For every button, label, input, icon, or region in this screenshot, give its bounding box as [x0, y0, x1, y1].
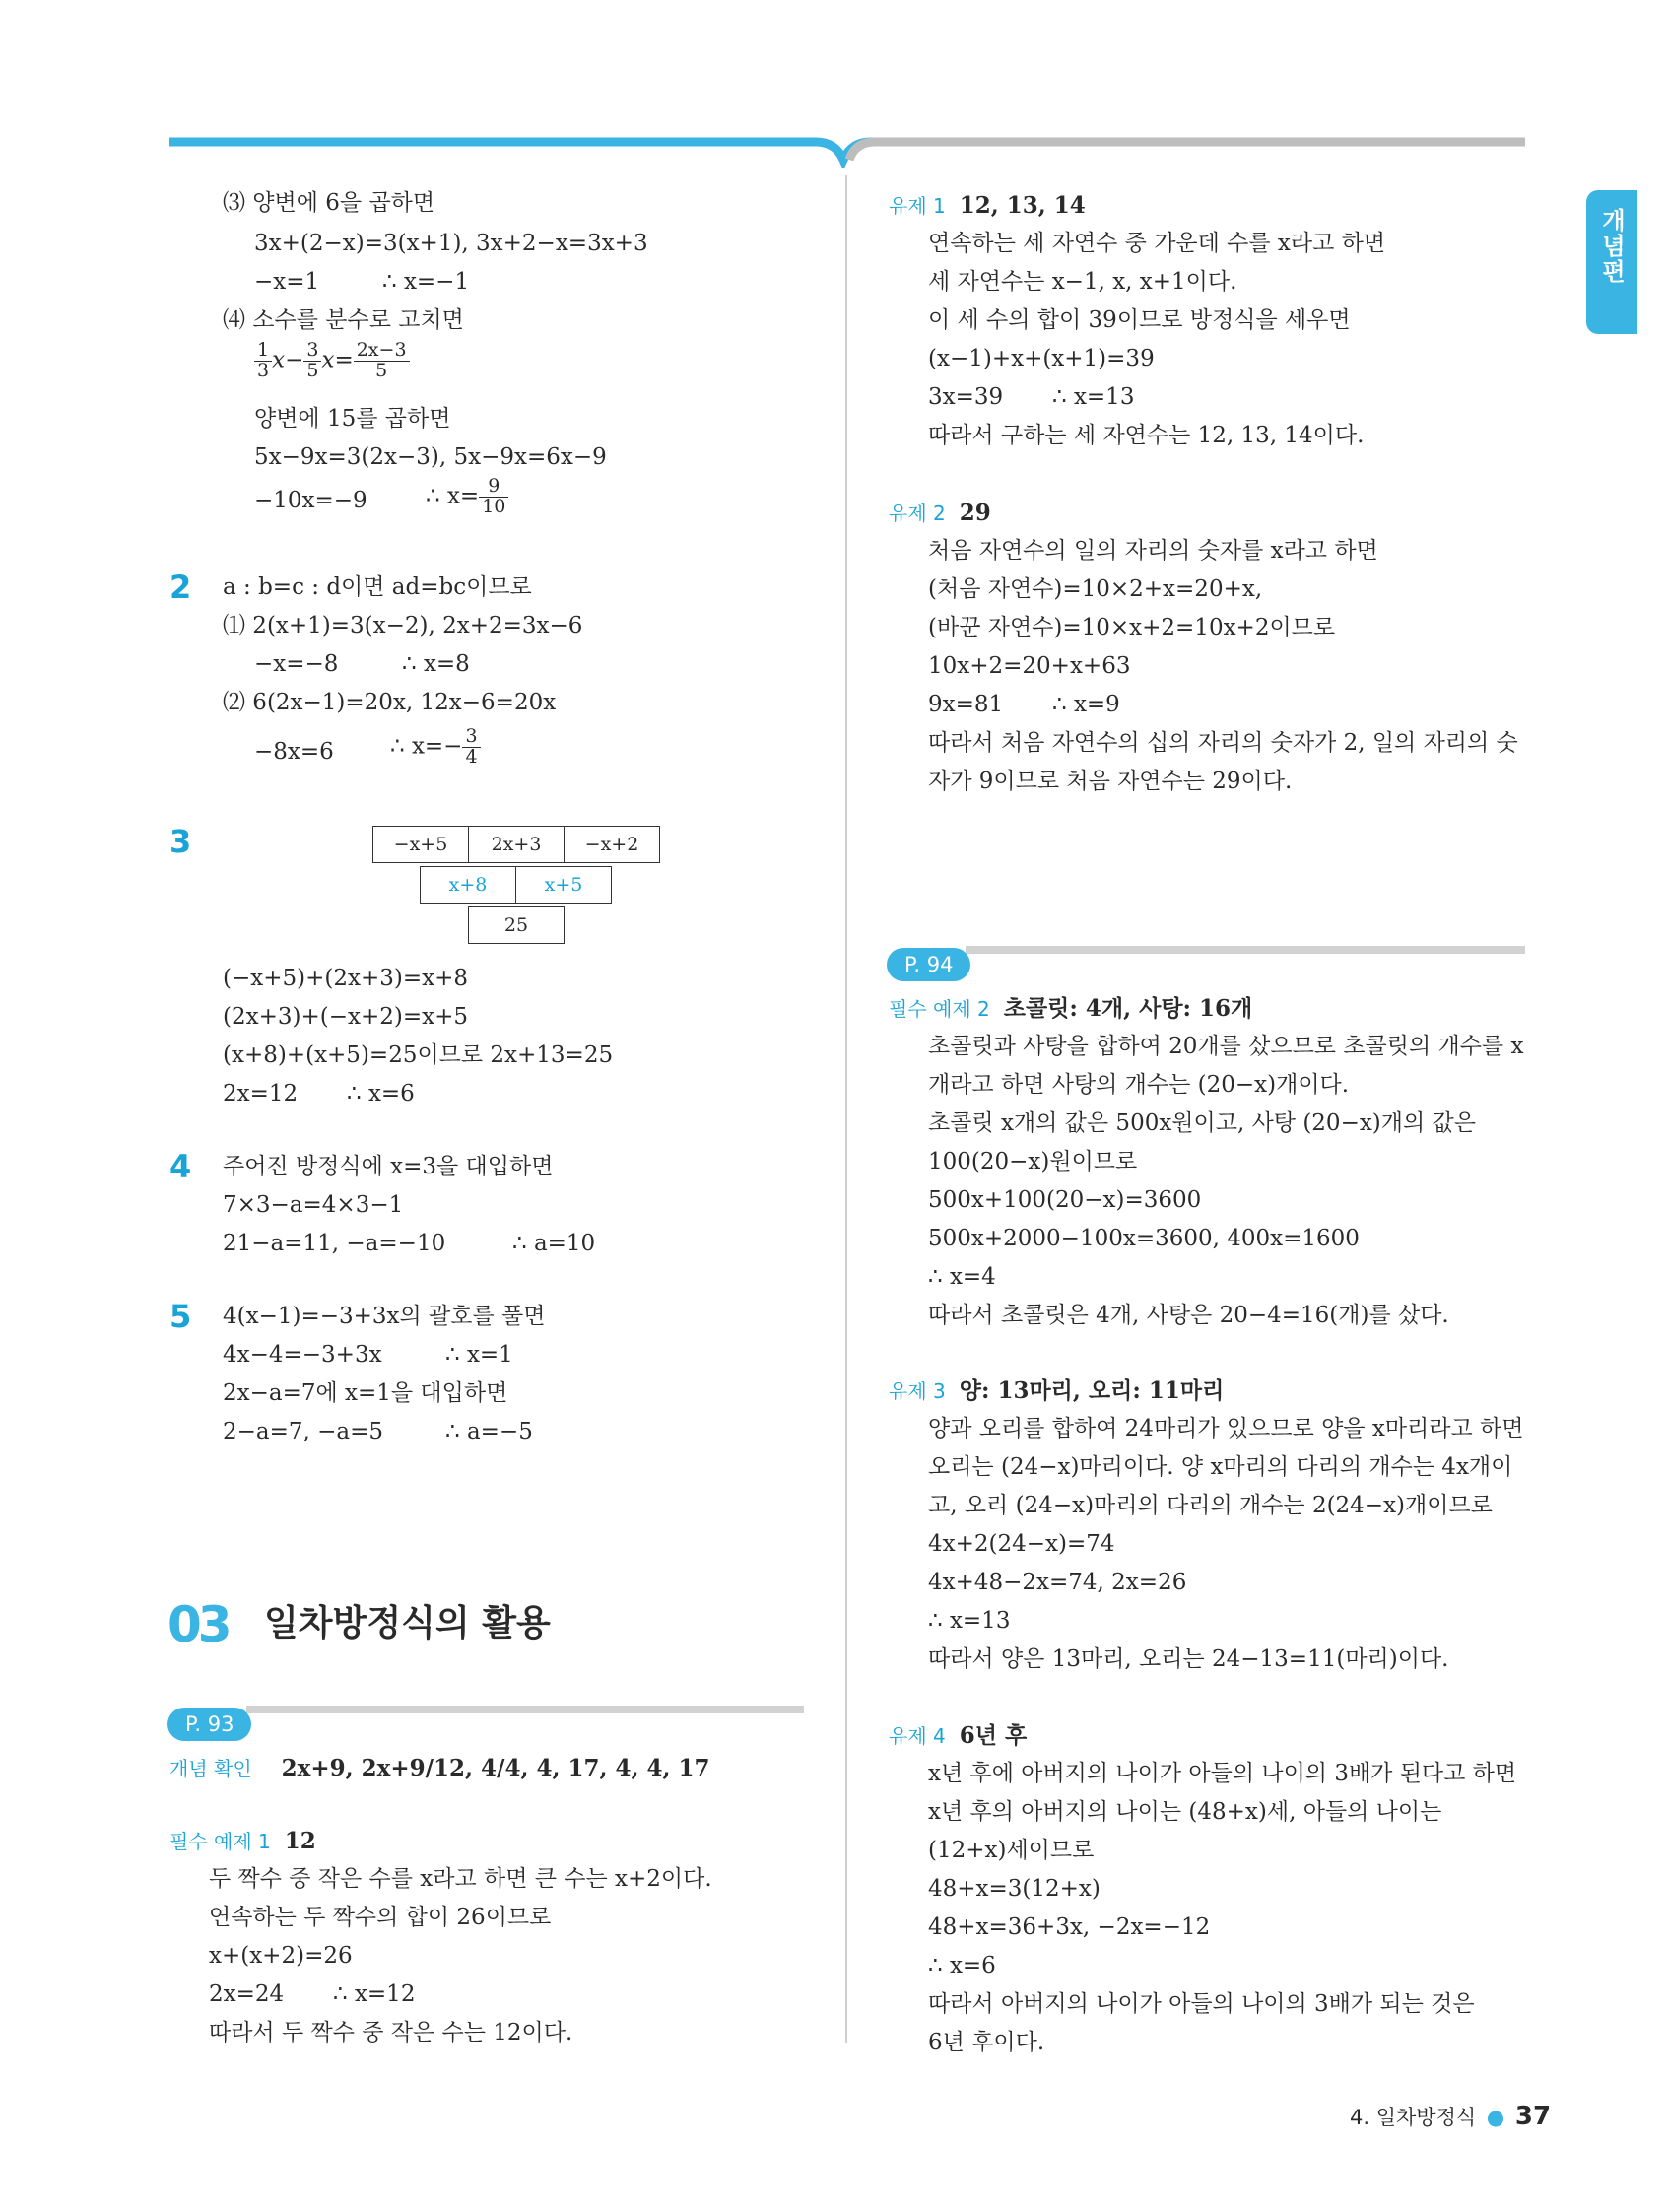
y3-line7: 따라서 양은 13마리, 오리는 24−13=11(마리)이다.: [928, 1646, 1449, 1672]
example2-line2: 개라고 하면 사탕의 개수는 (20−x)개이다.: [928, 1072, 1350, 1098]
side-tab: [1586, 190, 1637, 334]
q2-line2a: −x=−8: [254, 651, 339, 677]
therefore-text: ∴ x=: [426, 483, 480, 509]
frac-num: 1: [254, 341, 272, 362]
p4-fraction-eq: $\frac{1}{3}$ x− $\frac{3}{5}$ x= $\frac{2x-3}{5}$: [254, 341, 410, 381]
example2-line8: 따라서 초콜릿은 4개, 사탕은 20−4=16(개)를 샀다.: [928, 1303, 1449, 1328]
frac-den: 3: [257, 359, 270, 381]
y1-line5a: 3x=39: [928, 384, 1004, 410]
q5-number: 5: [169, 1298, 192, 1335]
y4-line4: 48+x=3(12+x): [928, 1876, 1101, 1902]
example2-line6: 500x+2000−100x=3600, 400x=1600: [928, 1226, 1360, 1251]
q2-line4a: −8x=6: [254, 739, 334, 765]
p4-line2: 양변에 15를 곱하면: [254, 406, 451, 432]
q5-line4a: 2−a=7, −a=5: [223, 1419, 384, 1444]
y1-header: [889, 194, 1086, 218]
y3-line5: 4x+48−2x=74, 2x=26: [928, 1570, 1187, 1595]
y4-line5: 48+x=36+3x, −2x=−12: [928, 1914, 1211, 1940]
y3-line2: 오리는 (24−x)마리이다. 양 x마리의 다리의 개수는 4x개이: [928, 1454, 1513, 1480]
y4-label: 유제 4: [889, 1724, 946, 1748]
pyramid-cell: −x+2: [564, 826, 660, 863]
example2-line5: 500x+100(20−x)=3600: [928, 1187, 1202, 1213]
q4-line1: 주어진 방정식에 x=3을 대입하면: [223, 1154, 554, 1179]
example2-line1: 초콜릿과 사탕을 합하여 20개를 샀으므로 초콜릿의 개수를 x: [928, 1034, 1524, 1059]
q3-line1: (−x+5)+(2x+3)=x+8: [223, 966, 468, 991]
y4-line1: x년 후에 아버지의 나이가 아들의 나이의 3배가 된다고 하면: [928, 1761, 1517, 1786]
y2-label: 유제 2: [889, 502, 946, 525]
q2-number: 2: [169, 569, 192, 606]
q2-line3: ⑵ 6(2x−1)=20x, 12x−6=20x: [223, 690, 557, 715]
y2-answer: 29: [959, 500, 991, 526]
q3-line4b: ∴ x=6: [347, 1081, 415, 1106]
example2-header: [889, 997, 1252, 1021]
y2-line5a: 9x=81: [928, 692, 1004, 717]
y4-line6: ∴ x=6: [928, 1953, 996, 1978]
q5-line2a: 4x−4=−3+3x: [223, 1342, 382, 1368]
q5-line3: 2x−a=7에 x=1을 대입하면: [223, 1380, 508, 1406]
example1-line1: 두 짝수 중 작은 수를 x라고 하면 큰 수는 x+2이다.: [209, 1866, 712, 1892]
q2-line0: a : b=c : d이면 ad=bc이므로: [223, 574, 532, 600]
q4-number: 4: [169, 1148, 192, 1185]
p93-rule: [246, 1706, 804, 1713]
y4-header: [889, 1724, 1027, 1748]
y3-label: 유제 3: [889, 1379, 946, 1403]
y2-header: [889, 502, 991, 525]
pyramid-cell: 25: [468, 906, 565, 944]
p4-header: ⑷ 소수를 분수로 고치면: [223, 307, 464, 333]
example2-line7: ∴ x=4: [928, 1264, 996, 1290]
header-bar: [0, 0, 1668, 168]
p94-badge: P. 94: [887, 948, 970, 981]
example2-label: 필수 예제 2: [889, 997, 990, 1021]
q5-line1: 4(x−1)=−3+3x의 괄호를 풀면: [223, 1304, 546, 1329]
y4-line2: x년 후의 아버지의 나이는 (48+x)세, 아들의 나이는: [928, 1799, 1442, 1825]
y2-line3: (바꾼 자연수)=10×x+2=10x+2이므로: [928, 615, 1336, 640]
section-title: 일차방정식의 활용: [264, 1603, 551, 1643]
y4-line3: (12+x)세이므로: [928, 1838, 1095, 1863]
y3-line3: 고, 오리 (24−x)마리의 다리의 개수는 2(24−x)개이므로: [928, 1493, 1493, 1518]
q5-line4b: ∴ a=−5: [445, 1419, 533, 1444]
p3-line1: 3x+(2−x)=3(x+1), 3x+2−x=3x+3: [254, 231, 648, 256]
y3-line6: ∴ x=13: [928, 1608, 1011, 1634]
example1-line2: 연속하는 두 짝수의 합이 26이므로: [209, 1905, 552, 1930]
q2-line4b: [390, 727, 481, 768]
q3-line4a: 2x=12: [223, 1081, 299, 1106]
q5-line2b: ∴ x=1: [445, 1342, 513, 1368]
example1-line3: x+(x+2)=26: [209, 1943, 353, 1969]
example1-answer: 12: [284, 1828, 316, 1854]
example1-header: [169, 1830, 316, 1853]
frac-den: 5: [375, 359, 388, 381]
q3-line2: (2x+3)+(−x+2)=x+5: [223, 1004, 468, 1030]
q4-line3a: 21−a=11, −a=−10: [223, 1231, 446, 1256]
y3-line4: 4x+2(24−x)=74: [928, 1531, 1115, 1557]
q4-line2: 7×3−a=4×3−1: [223, 1192, 404, 1218]
p3-line2b: ∴ x=−1: [382, 269, 470, 295]
therefore-text: ∴ x=−: [390, 733, 463, 760]
side-tab-label: 개념편: [1597, 208, 1626, 285]
footer-page-number: 37: [1514, 2102, 1552, 2131]
pyramid-cell-answer: x+5: [515, 866, 612, 904]
example2-line4: 100(20−x)원이므로: [928, 1149, 1138, 1174]
footer: [1350, 2102, 1552, 2131]
y1-line1: 연속하는 세 자연수 중 가운데 수를 x라고 하면: [928, 231, 1386, 256]
y1-line2: 세 자연수는 x−1, x, x+1이다.: [928, 269, 1237, 295]
y3-answer: 양: 13마리, 오리: 11마리: [959, 1377, 1225, 1404]
y3-line1: 양과 오리를 합하여 24마리가 있으므로 양을 x마리라고 하면: [928, 1416, 1524, 1441]
frac-num: 3: [462, 727, 480, 748]
p4-line4a: −10x=−9: [254, 488, 367, 513]
pyramid-cell: −x+5: [372, 826, 469, 863]
example1-line4b: ∴ x=12: [333, 1981, 416, 2007]
p4-line3: 5x−9x=3(2x−3), 5x−9x=6x−9: [254, 444, 607, 470]
y1-label: 유제 1: [889, 194, 946, 218]
y2-line2: (처음 자연수)=10×2+x=20+x,: [928, 576, 1263, 602]
pyramid-cell: 2x+3: [468, 826, 565, 863]
frac-num: 2x−3: [354, 341, 410, 362]
p3-header: ⑶ 양변에 6을 곱하면: [223, 190, 435, 216]
y1-line3: 이 세 수의 합이 39이므로 방정식을 세우면: [928, 307, 1351, 333]
y4-answer: 6년 후: [959, 1722, 1028, 1749]
example2-answer: 초콜릿: 4개, 사탕: 16개: [1003, 995, 1253, 1022]
y2-line5b: ∴ x=9: [1052, 692, 1120, 717]
footer-chapter: 4. 일차방정식: [1350, 2106, 1477, 2129]
y2-line4: 10x+2=20+x+63: [928, 653, 1131, 679]
frac-den: 10: [482, 495, 506, 517]
y4-line7: 따라서 아버지의 나이가 아들의 나이의 3배가 되는 것은: [928, 1991, 1475, 2017]
y1-answer: 12, 13, 14: [959, 192, 1086, 219]
frac-den: 4: [465, 745, 478, 768]
column-divider: [845, 175, 847, 2043]
example1-line5: 따라서 두 짝수 중 작은 수는 12이다.: [209, 2020, 573, 2045]
frac-den: 5: [306, 359, 319, 381]
section-number: 03: [167, 1596, 229, 1653]
y4-line8: 6년 후이다.: [928, 2030, 1045, 2055]
example1-line4a: 2x=24: [209, 1981, 285, 2007]
q3-line3: (x+8)+(x+5)=25이므로 2x+13=25: [223, 1042, 614, 1068]
example1-label: 필수 예제 1: [169, 1830, 271, 1853]
y1-line5b: ∴ x=13: [1052, 384, 1135, 410]
q2-line1: ⑴ 2(x+1)=3(x−2), 2x+2=3x−6: [223, 613, 583, 638]
y2-line1: 처음 자연수의 일의 자리의 숫자를 x라고 하면: [928, 538, 1378, 564]
concept-label: 개념 확인: [169, 1757, 252, 1780]
concept-answer: 2x+9, 2x+9/12, 4/4, 4, 17, 4, 4, 17: [281, 1755, 710, 1781]
p93-badge: P. 93: [167, 1708, 251, 1741]
y1-line6: 따라서 구하는 세 자연수는 12, 13, 14이다.: [928, 423, 1365, 448]
y2-line6: 따라서 처음 자연수의 십의 자리의 숫자가 2, 일의 자리의 숫: [928, 730, 1518, 756]
q3-number: 3: [169, 823, 192, 860]
y1-line4: (x−1)+x+(x+1)=39: [928, 346, 1155, 371]
frac-num: 3: [303, 341, 321, 362]
y3-header: [889, 1379, 1224, 1403]
y2-line7: 자가 9이므로 처음 자연수는 29이다.: [928, 769, 1293, 794]
pyramid-cell-answer: x+8: [420, 866, 516, 904]
q2-line2b: ∴ x=8: [402, 651, 470, 677]
concept-check: [169, 1757, 710, 1780]
p94-rule: [966, 946, 1525, 954]
footer-dot: ●: [1486, 2106, 1505, 2129]
p4-line4b: [426, 477, 508, 517]
p3-line2a: −x=1: [254, 269, 320, 295]
q4-line3b: ∴ a=10: [512, 1231, 596, 1256]
example2-line3: 초콜릿 x개의 값은 500x원이고, 사탕 (20−x)개의 값은: [928, 1110, 1476, 1136]
frac-num: 9: [479, 477, 508, 498]
